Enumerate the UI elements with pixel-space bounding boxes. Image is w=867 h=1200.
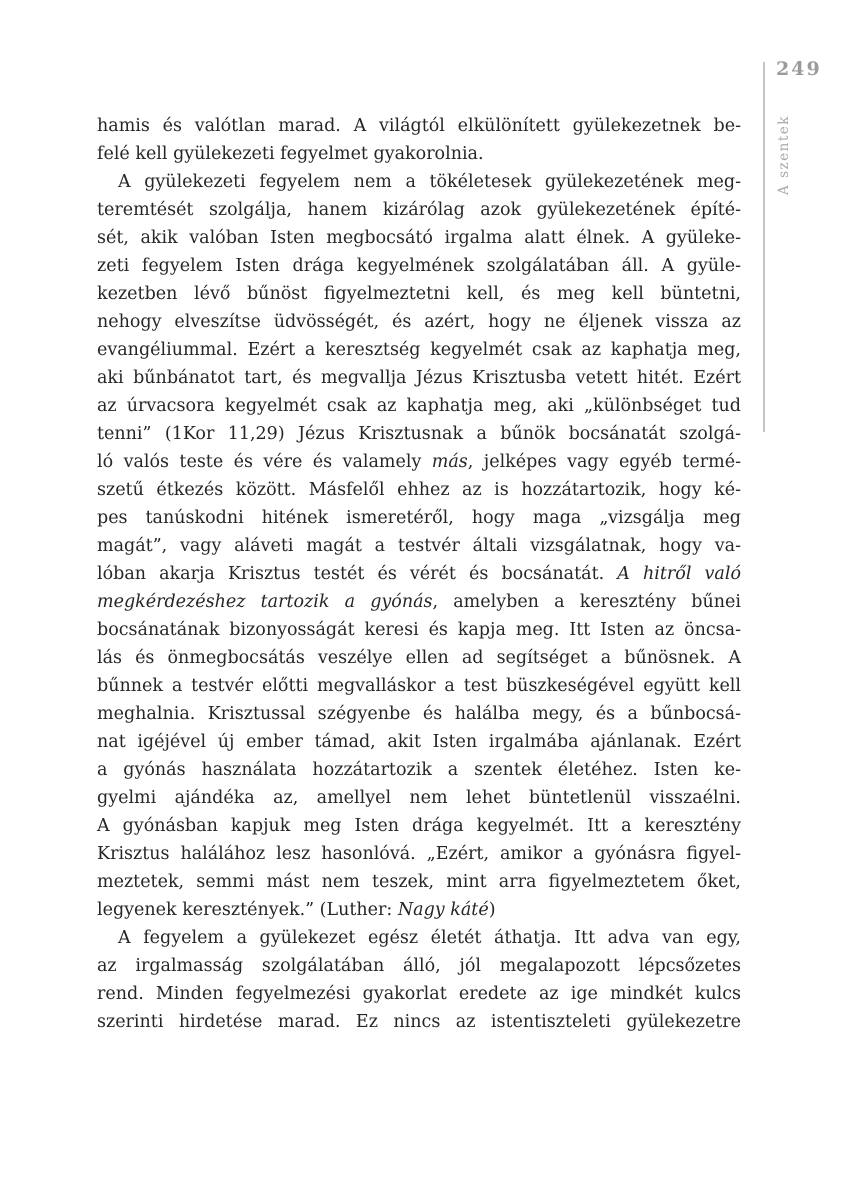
text-segment: nehogy elveszítse üdvösségét, és azért, hogy ne éljenek vissza az: [97, 312, 741, 332]
chapter-sidebar-label: A szentek: [776, 115, 792, 195]
text-segment: lóban akarja Krisztus testét és vérét és bocsánatát.: [97, 564, 618, 584]
text-line: [97, 532, 741, 560]
text-line: [97, 896, 741, 924]
text-line: [97, 224, 741, 252]
text-segment: tenni” (1Kor 11,29) Jézus Krisztusnak a bűnök bocsánatát szolgá-: [97, 424, 741, 444]
text-segment: lás és önmegbocsátás veszélye ellen ad segítséget a bűnösnek. A: [97, 648, 741, 668]
text-line: [97, 952, 741, 980]
text-segment: rend. Minden fegyelmezési gyakorlat eredete az ige mindkét kulcs: [97, 984, 741, 1004]
text-line: [97, 812, 741, 840]
text-segment: szetű étkezés között. Másfelől ehhez az is hozzátartozik, hogy ké-: [97, 480, 741, 500]
text-segment: A gyülekezeti fegyelem nem a tökéletesek gyülekezetének meg-: [118, 172, 741, 192]
text-segment: Nagy káté: [397, 900, 489, 920]
text-segment: megkérdezéshez tartozik a gyónás: [97, 592, 433, 612]
text-line: [97, 644, 741, 672]
text-segment: , jelképes vagy egyéb termé-: [467, 452, 741, 472]
text-segment: Krisztus halálához lesz hasonlóvá. „Ezért, amikor a gyónásra figyel-: [97, 844, 741, 864]
text-segment: szerinti hirdetése marad. Ez nincs az istentiszteleti gyülekezetre: [97, 1012, 741, 1032]
text-line: [97, 672, 741, 700]
text-segment: az úrvacsora kegyelmét csak az kaphatja meg, aki „különbséget tud: [97, 396, 741, 416]
text-line: [97, 112, 741, 140]
text-segment: a gyónás használata hozzátartozik a szentek életéhez. Isten ke-: [97, 760, 741, 780]
text-segment: hamis és valótlan marad. A világtól elkülönített gyülekezetnek be-: [97, 116, 741, 136]
text-line: [97, 504, 741, 532]
text-line: [97, 448, 741, 476]
text-segment: A hitről való: [617, 564, 741, 584]
text-segment: gyelmi ajándéka az, amellyel nem lehet büntetlenül visszaélni.: [97, 788, 741, 808]
text-segment: evangéliummal. Ezért a keresztség kegyelmét csak az kaphatja meg,: [97, 340, 741, 360]
text-line: [97, 476, 741, 504]
text-line: [97, 840, 741, 868]
text-segment: , amelyben a keresztény bűnei: [432, 592, 741, 612]
text-line: [97, 756, 741, 784]
text-segment: ló valós teste és vére és valamely: [97, 452, 432, 472]
text-segment: az irgalmasság szolgálatában álló, jól megalapozott lépcsőzetes: [97, 956, 741, 976]
text-segment: magát”, vagy aláveti magát a testvér általi vizsgálatnak, hogy va-: [97, 536, 741, 556]
text-line: [97, 588, 741, 616]
text-segment: meztetek, semmi mást nem teszek, mint arra figyelmeztetem őket,: [97, 872, 741, 892]
text-segment: aki bűnbánatot tart, és megvallja Jézus Krisztusba vetett hitét. Ezért: [97, 368, 741, 388]
text-line: [97, 868, 741, 896]
text-line: [97, 308, 741, 336]
text-segment: A gyónásban kapjuk meg Isten drága kegyelmét. Itt a keresztény: [97, 816, 741, 836]
text-segment: bűnnek a testvér előtti megvalláskor a test büszkeségével együtt kell: [97, 676, 741, 696]
text-segment: sét, akik valóban Isten megbocsátó irgalma alatt élnek. A gyüleke-: [97, 228, 741, 248]
text-line: [97, 140, 741, 168]
text-segment: A fegyelem a gyülekezet egész életét áthatja. Itt adva van egy,: [118, 928, 741, 948]
body-text-block: [97, 112, 741, 1036]
text-line: [97, 280, 741, 308]
text-line: [97, 196, 741, 224]
text-line: [97, 616, 741, 644]
text-segment: teremtését szolgálja, hanem kizárólag azok gyülekezetének építé-: [97, 200, 741, 220]
text-segment: bocsánatának bizonyosságát keresi és kapja meg. Itt Isten az öncsa-: [97, 620, 741, 640]
margin-rule-divider: [763, 62, 765, 432]
text-line: [97, 168, 741, 196]
text-line: [97, 364, 741, 392]
text-line: [97, 924, 741, 952]
text-segment: felé kell gyülekezeti fegyelmet gyakorolnia.: [97, 144, 484, 164]
text-segment: zeti fegyelem Isten drága kegyelmének szolgálatában áll. A gyüle-: [97, 256, 741, 276]
text-segment: nat igéjével új ember támad, akit Isten irgalmába ajánlanak. Ezért: [97, 732, 741, 752]
text-line: [97, 728, 741, 756]
text-line: [97, 784, 741, 812]
page-number: 249: [776, 58, 822, 80]
text-segment: más: [431, 452, 468, 472]
text-line: [97, 420, 741, 448]
text-line: [97, 980, 741, 1008]
text-line: [97, 1008, 741, 1036]
text-line: [97, 336, 741, 364]
text-segment: kezetben lévő bűnöst figyelmeztetni kell, és meg kell büntetni,: [97, 284, 741, 304]
text-line: [97, 392, 741, 420]
text-line: [97, 252, 741, 280]
text-line: [97, 560, 741, 588]
text-segment: ): [488, 900, 496, 920]
text-segment: pes tanúskodni hitének ismeretéről, hogy maga „vizsgálja meg: [97, 508, 741, 528]
text-segment: meghalnia. Krisztussal szégyenbe és halálba megy, és a bűnbocsá-: [97, 704, 741, 724]
text-line: [97, 700, 741, 728]
text-segment: legyenek keresztények.” (Luther:: [97, 900, 398, 920]
